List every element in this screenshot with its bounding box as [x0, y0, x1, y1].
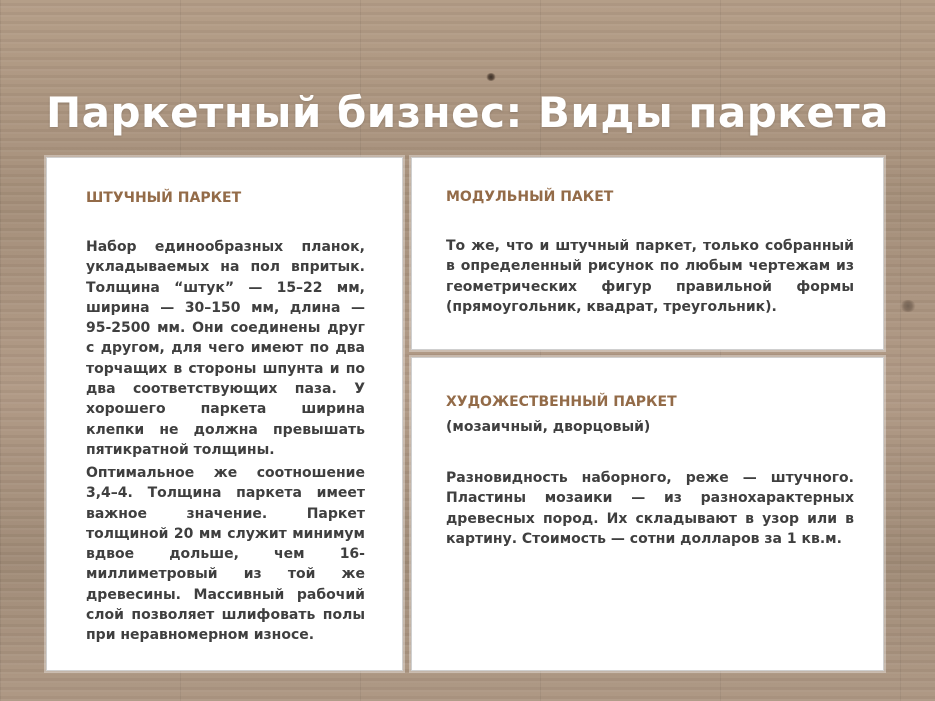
- card-modular-parquet: [411, 157, 884, 350]
- card-paragraph: Разновидность наборного, реже — штучного. Пластины мозаики — из разнохарактерных древесных пород. Их складывают в узор или в картину. Стоимость — сотни долларов за 1 кв.м.: [446, 470, 854, 547]
- card-paragraph: Набор единообразных планок, укладываемых на пол впритык. Толщина “штук” — 15–22 мм, ширина — 30–150 мм, длина — 95-2500 мм. Они соединены друг с другом, для чего имеют по два торчащих в стороны шпунта и по два соответствующих паза. У хорошего паркета ширина клепки не должна превышать пятикратной толщины.: [86, 239, 365, 458]
- card-heading: МОДУЛЬНЫЙ ПАКЕТ: [446, 189, 614, 205]
- card-paragraph: Оптимальное же соотношение 3,4–4. Толщина паркета имеет важное значение. Паркет толщиной 20 мм служит минимум вдвое дольше, чем 16-миллиметровый из той же древесины. Массивный рабочий слой позволяет шлифовать полы при неравномерном износе.: [86, 465, 365, 644]
- card-heading: ХУДОЖЕСТВЕННЫЙ ПАРКЕТ: [446, 394, 677, 410]
- wood-knot-decoration: [486, 73, 496, 81]
- card-art-parquet: [411, 357, 884, 671]
- card-piece-parquet: [46, 157, 403, 671]
- card-paragraph: То же, что и штучный паркет, только собранный в определенный рисунок по любым чертежам из геометрических фигур правильной формы (прямоугольник, квадрат, треугольник).: [446, 238, 854, 315]
- slide-title: Паркетный бизнес: Виды паркета: [46, 88, 889, 138]
- card-heading: ШТУЧНЫЙ ПАРКЕТ: [86, 190, 242, 206]
- wood-knot-decoration: [900, 300, 916, 312]
- card-subheading: (мозаичный, дворцовый): [446, 419, 651, 435]
